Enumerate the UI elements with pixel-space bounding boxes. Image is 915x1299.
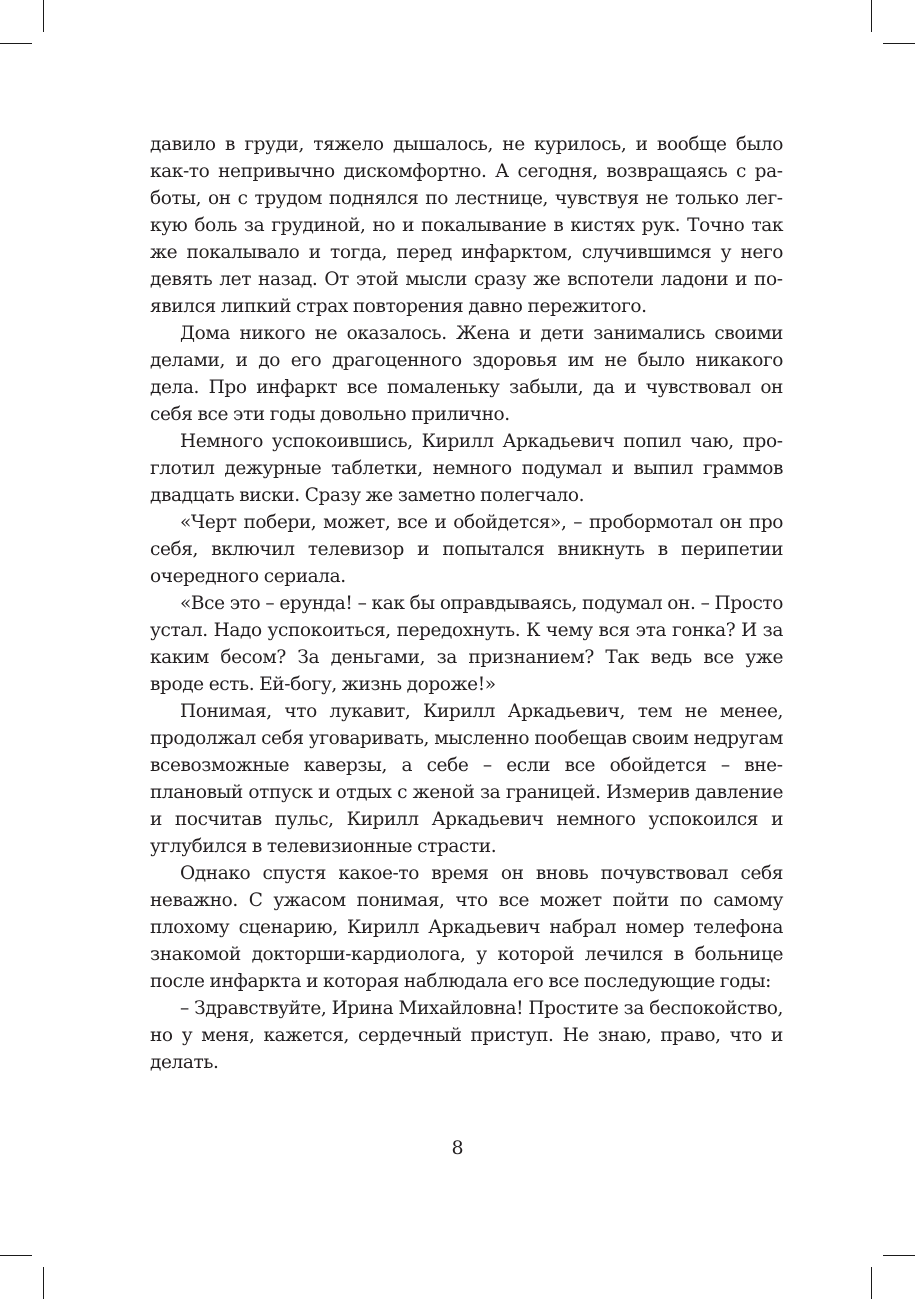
paragraph-1: давило в груди, тяжело дышалось, не курилось, и вообще было как-то непривычно дискомфортно. А сегодня, возвращаясь с работы, он с трудом поднялся по лестнице, чувствуя не только легкую боль за грудиной, но и покалывание в кистях рук. Точно так же покалывало и тогда, перед инфарктом, случившимся у него девять лет назад. От этой мысли сразу же вспотели ладони и появился липкий страх повторения давно пережитого. — [150, 134, 783, 317]
crop-mark-bottom-left — [43, 1267, 44, 1299]
paragraph-6: Понимая, что лукавит, Кирилл Аркадьевич, тем не менее, продолжал себя уговаривать, мысленно пообещав своим недругам всевозможные каверзы, а себе – если все обойдется – внеплановый отпуск и отдых с женой за границей. Измерив давление и посчитав пульс, Кирилл Аркадьевич немного успокоился и углубился в телевизионные страсти. — [150, 701, 783, 857]
crop-mark-top-left-h — [0, 43, 32, 44]
paragraph-5: «Все это – ерунда! – как бы оправдываясь, подумал он. – Просто устал. Надо успокоиться, передохнуть. К чему вся эта гонка? И за каким бесом? За деньгами, за признанием? Так ведь все уже вроде есть. Ей-богу, жизнь дороже!» — [150, 593, 783, 695]
crop-mark-top-right — [871, 0, 872, 32]
crop-mark-top-right-h — [883, 43, 915, 44]
paragraph-7: Однако спустя какое-то время он вновь почувствовал себя неважно. С ужасом понимая, что все может пойти по самому плохому сценарию, Кирилл Аркадьевич набрал номер телефона знакомой докторши-кардиолога, у которой лечился в больнице после инфаркта и которая наблюдала его все последующие годы: — [150, 863, 783, 992]
paragraph-2: Дома никого не оказалось. Жена и дети занимались своими делами, и до его драгоценного здоровья им не было никакого дела. Про инфаркт все помаленьку забыли, да и чувствовал он себя все эти годы довольно прилично. — [150, 323, 783, 425]
paragraph-3: Немного успокоившись, Кирилл Аркадьевич попил чаю, проглотил дежурные таблетки, немного подумал и выпил граммов двадцать виски. Сразу же заметно полегчало. — [150, 431, 783, 506]
crop-mark-bottom-right — [871, 1267, 872, 1299]
paragraph-8: – Здравствуйте, Ирина Михайловна! Простите за беспокойство, но у меня, кажется, сердечный приступ. Не знаю, право, что и делать. — [150, 998, 783, 1073]
paragraph-4: «Черт побери, может, все и обойдется», – пробормотал он про себя, включил телевизор и попытался вникнуть в перипетии очередного сериала. — [150, 512, 783, 587]
crop-mark-bottom-left-h — [0, 1255, 32, 1256]
crop-mark-top-left — [43, 0, 44, 32]
page-number: 8 — [451, 1137, 464, 1159]
body-text — [150, 131, 783, 1076]
crop-mark-bottom-right-h — [883, 1255, 915, 1256]
